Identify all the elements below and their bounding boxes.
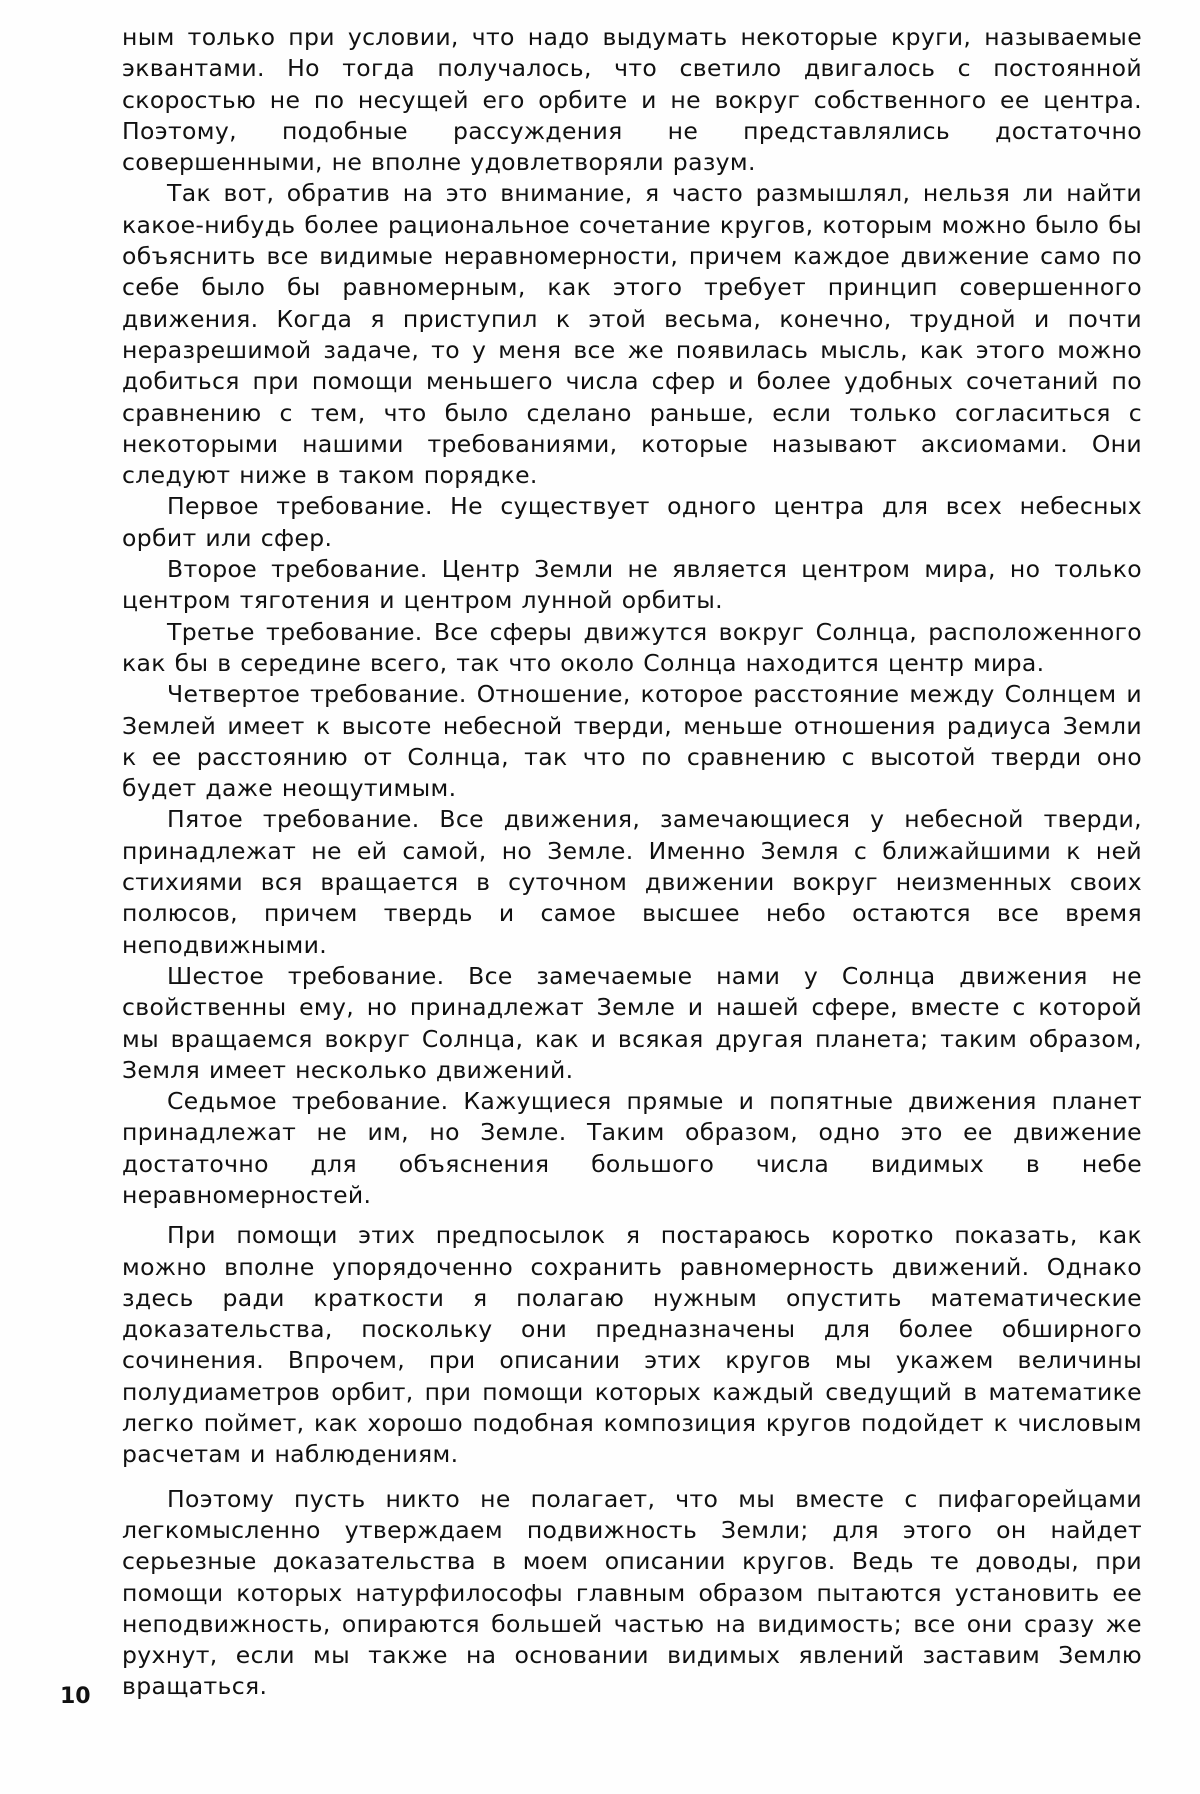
page-number: 10	[60, 1684, 91, 1709]
paragraph-requirement-3: Третье требование. Все сферы движутся вокруг Солнца, расположенного как бы в середине всего, так что около Солнца находится центр мира.	[122, 617, 1142, 677]
paragraph-requirement-2: Второе требование. Центр Земли не является центром мира, но только центром тяготения и центром лунной орбиты.	[122, 555, 1142, 615]
paragraph-requirement-5: Пятое требование. Все движения, замечающиеся у небесной тверди, принадлежат не ей самой, но Земле. Именно Земля с ближайшими к ней стихиями вся вращается в суточном движении вокруг неизменных своих полюсов, причем твердь и самое высшее небо остаются все время неподвижными.	[122, 805, 1142, 959]
paragraph-requirement-1: Первое требование. Не существует одного центра для всех небесных орбит или сфер.	[122, 492, 1142, 552]
paragraph-premises: При помощи этих предпосылок я постараюсь коротко показать, как можно вполне упорядоченно сохранить равномерность движений. Однако здесь ради краткости я полагаю нужным опустить математические доказательства, поскольку они предназначены для более обширного сочинения. Впрочем, при описании этих кругов мы укажем величины полудиаметров орбит, при помощи которых каждый сведущий в математике легко поймет, как хорошо подобная композиция кругов подойдет к числовым расчетам и наблюдениям.	[122, 1221, 1142, 1469]
text-column	[122, 22, 1142, 1703]
paragraph-requirement-6: Шестое требование. Все замечаемые нами у Солнца движения не свойственны ему, но принадлежат Земле и нашей сфере, вместе с которой мы вращаемся вокруг Солнца, как и всякая другая планета; таким образом, Земля имеет несколько движений.	[122, 961, 1142, 1084]
paragraph-requirement-7: Седьмое требование. Кажущиеся прямые и попятные движения планет принадлежат не им, но Земле. Таким образом, одно это ее движение достаточно для объяснения большого числа видимых в небе неравномерностей.	[122, 1087, 1142, 1209]
paragraph-continuation: ным только при условии, что надо выдумать некоторые круги, называемые эквантами. Но тогда получалось, что светило двигалось с постоянной скоростью не по несущей его орбите и не вокруг собственного ее центра. Поэтому, подобные рассуждения не представлялись достаточно совершенными, не вполне удовлетворяли разум.	[122, 23, 1142, 177]
paragraph-reflection: Так вот, обратив на это внимание, я часто размышлял, нельзя ли найти какое-нибудь более рациональное сочетание кругов, которым можно было бы объяснить все видимые неравномерности, причем каждое движение само по себе было бы равномерным, как этого требует принцип совершенного движения. Когда я приступил к этой весьма, конечно, трудной и почти неразрешимой задаче, то у меня все же появилась мысль, как этого можно добиться при помощи меньшего числа сфер и более удобных сочетаний по сравнению с тем, что было сделано раньше, если только согласиться с некоторыми нашими требованиями, которые называют аксиомами. Они следуют ниже в таком порядке.	[122, 179, 1142, 490]
paragraph-requirement-4: Четвертое требование. Отношение, которое расстояние между Солнцем и Землей имеет к высоте небесной тверди, меньше отношения радиуса Земли к ее расстоянию от Солнца, так что по сравнению с высотой тверди оно будет даже неощутимым.	[122, 680, 1142, 803]
paragraph-conclusion: Поэтому пусть никто не полагает, что мы вместе с пифагорейцами легкомысленно утверждаем подвижность Земли; для этого он найдет серьезные доказательства в моем описании кругов. Ведь те доводы, при помощи которых натурфилософы главным образом пытаются установить ее неподвижность, опираются большей частью на видимость; все они сразу же рухнут, если мы также на основании видимых явлений заставим Землю вращаться.	[122, 1484, 1142, 1701]
